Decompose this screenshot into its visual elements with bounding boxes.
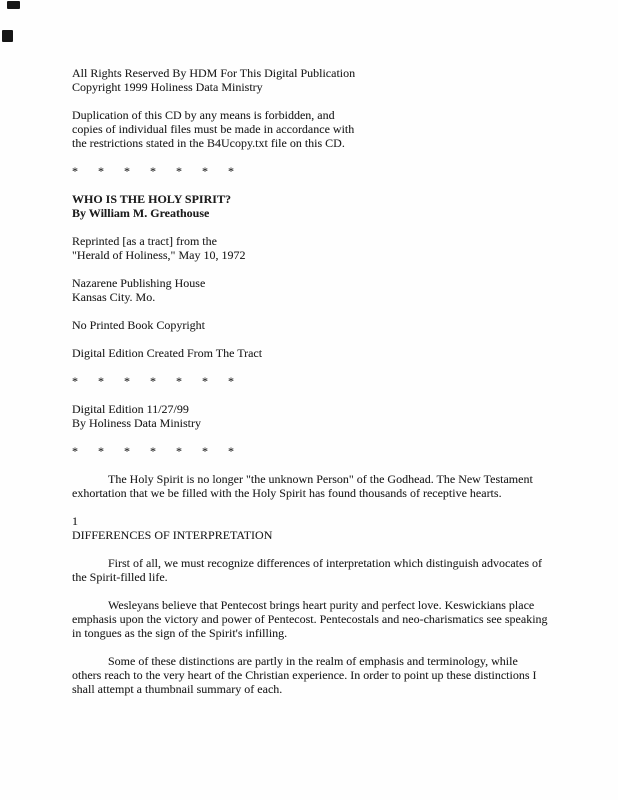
doc-line: Digital Edition 11/27/99: [72, 402, 189, 416]
doc-line: Kansas City. Mo.: [72, 290, 156, 304]
asterisk-separator: [72, 374, 564, 388]
doc-line: First of all, we must recognize differences of interpretation which distinguish advocates of: [108, 556, 542, 570]
doc-line: "Herald of Holiness," May 10, 1972: [72, 248, 246, 262]
doc-line: Copyright 1999 Holiness Data Ministry: [72, 80, 263, 94]
asterisk-separator: [72, 164, 564, 178]
doc-line: Duplication of this CD by any means is forbidden, and: [72, 108, 335, 122]
asterisk-separator: [72, 444, 564, 458]
scan-artifact-mark-left: [2, 30, 13, 42]
doc-line: No Printed Book Copyright: [72, 318, 206, 332]
doc-line: emphasis upon the victory and power of Pentecost. Pentecostals and neo-charismatics see speaking: [72, 612, 548, 626]
document-author: By William M. Greathouse: [72, 206, 210, 220]
block-publisher-info: [72, 276, 564, 304]
section-heading: [72, 514, 564, 542]
doc-line: exhortation that we be filled with the Holy Spirit has found thousands of receptive hearts.: [72, 486, 502, 500]
block-digital-edition-source: [72, 346, 564, 360]
block-intro-paragraph: [72, 472, 564, 500]
block-paragraph-first-of-all: [72, 556, 564, 584]
block-paragraph-distinctions: [72, 654, 564, 696]
block-paragraph-traditions: [72, 598, 564, 640]
block-reprint-info: [72, 234, 564, 262]
block-duplication-notice: [72, 108, 564, 150]
doc-line: By Holiness Data Ministry: [72, 416, 201, 430]
block-digital-edition-info: [72, 402, 564, 430]
section-title: DIFFERENCES OF INTERPRETATION: [72, 528, 273, 542]
doc-line: The Holy Spirit is no longer "the unknown Person" of the Godhead. The New Testament: [108, 472, 533, 486]
scan-artifact-mark-top: [7, 1, 20, 9]
doc-line: Wesleyans believe that Pentecost brings heart purity and perfect love. Keswickians place: [108, 598, 535, 612]
doc-line: Some of these distinctions are partly in the realm of emphasis and terminology, while: [108, 654, 518, 668]
separator-line: * * * * * * *: [72, 444, 234, 458]
doc-line: in tongues as the sign of the Spirit's infilling.: [72, 626, 288, 640]
doc-line: Digital Edition Created From The Tract: [72, 346, 263, 360]
doc-line: the Spirit-filled life.: [72, 570, 168, 584]
document-title: WHO IS THE HOLY SPIRIT?: [72, 192, 231, 206]
doc-line: copies of individual files must be made in accordance with: [72, 122, 355, 136]
separator-line: * * * * * * *: [72, 164, 234, 178]
block-rights-notice: [72, 66, 564, 94]
block-title: [72, 192, 564, 220]
doc-line: All Rights Reserved By HDM For This Digital Publication: [72, 66, 356, 80]
separator-line: * * * * * * *: [72, 374, 234, 388]
doc-line: others reach to the very heart of the Christian experience. In order to point up these distinctions I: [72, 668, 537, 682]
document-text: [72, 66, 564, 710]
block-print-copyright: [72, 318, 564, 332]
doc-line: the restrictions stated in the B4Ucopy.txt file on this CD.: [72, 136, 345, 150]
section-number: 1: [72, 514, 78, 528]
doc-line: Reprinted [as a tract] from the: [72, 234, 217, 248]
doc-line: Nazarene Publishing House: [72, 276, 206, 290]
doc-line: shall attempt a thumbnail summary of each.: [72, 682, 283, 696]
